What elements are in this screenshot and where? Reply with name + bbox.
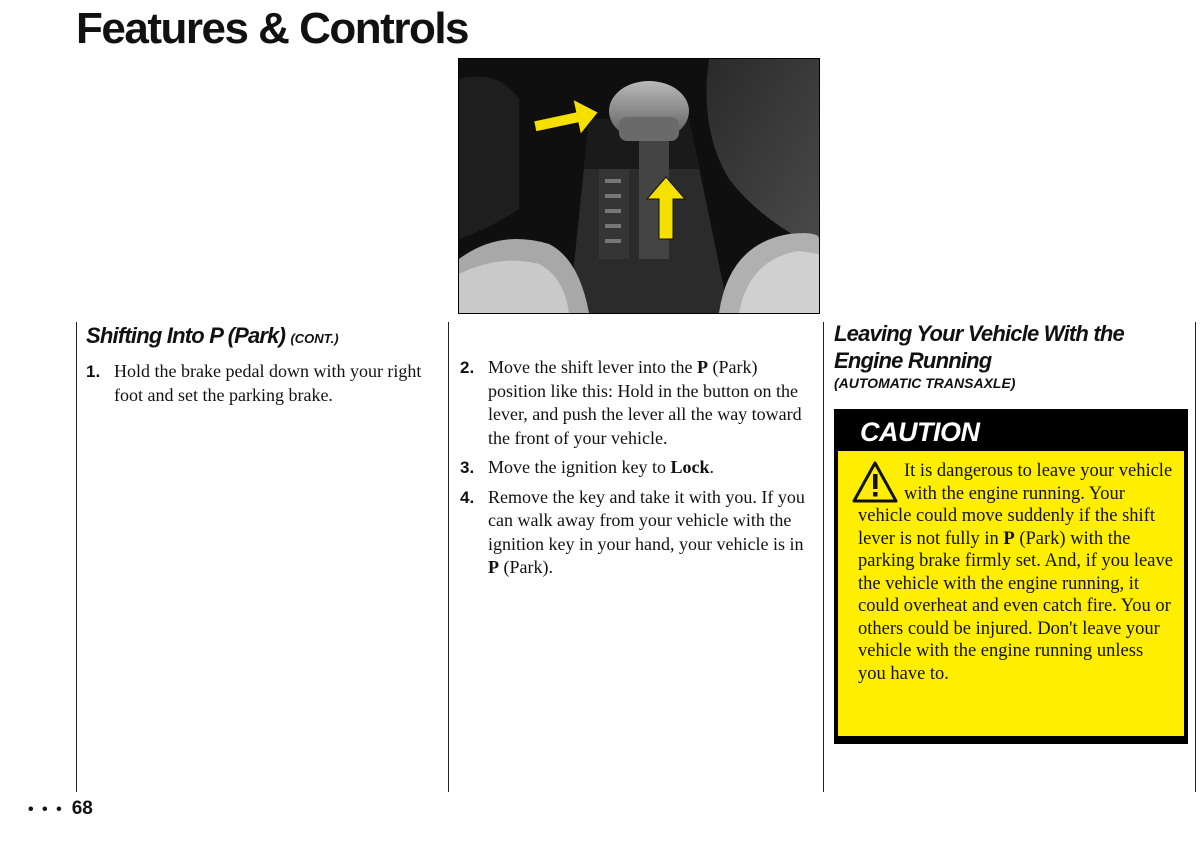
step-list [460, 356, 812, 580]
middle-column [460, 356, 812, 586]
step-text: Remove the key and take it with you. If you can walk away from your vehicle with the ignition key in your hand, your vehicle is in [488, 486, 805, 554]
step-text: Move the ignition key to [488, 457, 671, 477]
page-number: 68 [71, 798, 93, 819]
page-dots: • • • [28, 801, 64, 818]
caution-label: CAUTION [860, 417, 980, 447]
step-item [460, 356, 812, 450]
step-item [460, 456, 812, 480]
step-text: (Park). [499, 557, 553, 577]
step-number: 3. [460, 458, 475, 477]
step-text: (Park) position like this: Hold in the button on the lever, and push the lever all the way toward the front of your vehicle. [488, 357, 802, 448]
step-bold-text: Lock [670, 457, 710, 477]
step-number: 4. [460, 487, 475, 507]
step-bold-text: P [696, 357, 708, 377]
caution-bold-text: P [1003, 528, 1015, 549]
caution-text: It is dangerous to leave your vehicle with the engine running. Your vehicle could move suddenly if the shift lever is not fully in [858, 461, 1173, 549]
column-divider-left [76, 322, 77, 792]
caution-box [834, 409, 1188, 744]
step-text: Hold the brake pedal down with your right foot and set the parking brake. [114, 361, 422, 405]
right-column [834, 320, 1189, 391]
column-divider-middle-right [823, 322, 824, 792]
section-subheading: (AUTOMATIC TRANSAXLE) [834, 375, 1016, 391]
page-footer [28, 798, 93, 820]
section-heading-shifting-into-park [86, 322, 442, 352]
page-title: Features & Controls [76, 4, 469, 53]
continued-label: (CONT.) [290, 331, 339, 346]
step-item [460, 486, 812, 580]
shift-lever-photo [458, 58, 820, 314]
step-bold-text: P [488, 557, 499, 577]
column-divider-right [1195, 322, 1196, 792]
shift-lever-illustration [459, 59, 819, 313]
column-divider-middle-left [448, 322, 449, 792]
step-list [86, 360, 442, 407]
section-heading-leaving-vehicle: Leaving Your Vehicle With the Engine Running [834, 321, 1124, 373]
step-number: 2. [460, 358, 475, 377]
caution-text: (Park) with the parking brake firmly set. And, if you leave the vehicle with the engine running, it could overheat and even catch fire. You or others could be injured. Don't leave your vehicle with the engine running unless you have to. [858, 528, 1173, 684]
warning-triangle-icon [852, 460, 898, 504]
step-number: 1. [86, 362, 101, 381]
section-heading-text: Shifting Into P (Park) [86, 323, 286, 348]
step-text: Move the shift lever into the [488, 357, 697, 377]
step-item [86, 360, 442, 407]
left-column [86, 322, 442, 413]
step-text: . [709, 457, 714, 477]
caution-body [838, 451, 1184, 736]
